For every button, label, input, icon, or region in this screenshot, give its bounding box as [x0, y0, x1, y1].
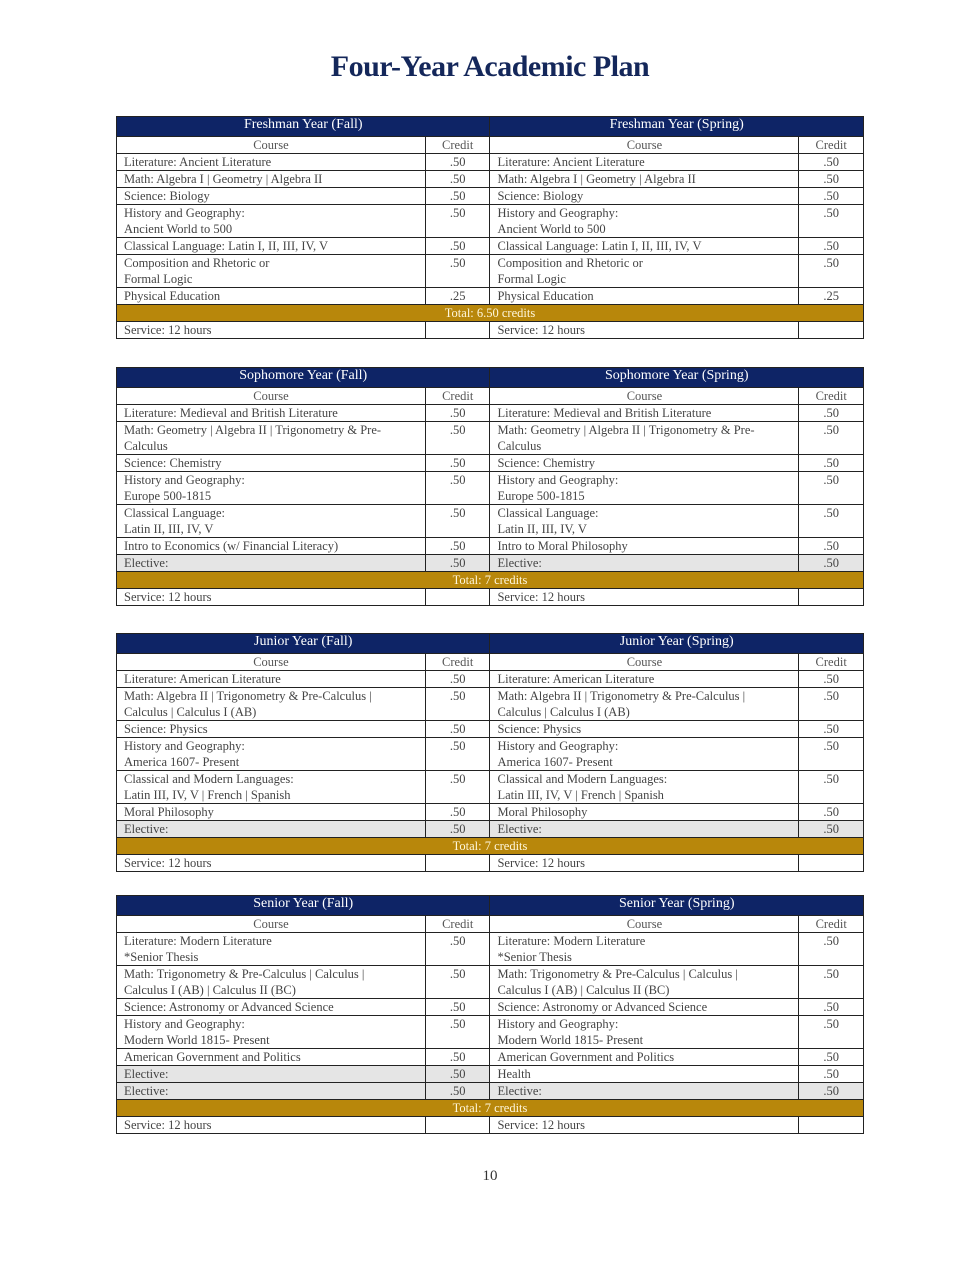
- fall-credit: .50: [425, 721, 490, 738]
- spring-credit: .50: [799, 688, 864, 721]
- fall-credit: .50: [425, 154, 490, 171]
- course-line: Latin III, IV, V | French | Spanish: [124, 788, 291, 802]
- fall-credit: .50: [425, 255, 490, 288]
- spring-credit: .50: [799, 538, 864, 555]
- course-line: Science: Chemistry: [124, 456, 222, 470]
- spring-credit: .50: [799, 555, 864, 572]
- spring-course: [490, 1066, 799, 1083]
- course-row: [117, 505, 864, 538]
- fall-course: [117, 288, 426, 305]
- spring-credit: .50: [799, 472, 864, 505]
- spring-course: [490, 205, 799, 238]
- spring-semester-title: Sophomore Year (Spring): [490, 368, 864, 388]
- course-line: Health: [497, 1067, 531, 1081]
- course-line: Literature: Medieval and British Literature: [497, 406, 712, 420]
- course-line: Modern World 1815- Present: [497, 1033, 644, 1047]
- course-line: Math: Trigonometry & Pre-Calculus | Calculus |: [497, 967, 738, 981]
- course-line: Calculus I (AB) | Calculus II (BC): [124, 983, 296, 997]
- fall-credit: .50: [425, 933, 490, 966]
- total-credits: Total: 7 credits: [117, 838, 864, 855]
- total-row: [117, 1100, 864, 1117]
- fall-service: Service: 12 hours: [117, 322, 426, 339]
- course-row: [117, 933, 864, 966]
- fall-course: [117, 472, 426, 505]
- fall-course: [117, 966, 426, 999]
- fall-credit: .50: [425, 1049, 490, 1066]
- fall-course: [117, 154, 426, 171]
- course-line: *Senior Thesis: [124, 950, 199, 964]
- course-line: Moral Philosophy: [124, 805, 214, 819]
- fall-course: [117, 1066, 426, 1083]
- year-table: [116, 633, 864, 872]
- course-column-header: Course: [490, 654, 799, 671]
- fall-credit: .50: [425, 1016, 490, 1049]
- fall-credit: .50: [425, 405, 490, 422]
- course-line: Math: Trigonometry & Pre-Calculus | Calculus |: [124, 967, 365, 981]
- service-row: [117, 855, 864, 872]
- course-line: Science: Astronomy or Advanced Science: [124, 1000, 334, 1014]
- spring-credit: .50: [799, 933, 864, 966]
- spring-service-credit: [799, 855, 864, 872]
- course-line: Intro to Economics (w/ Financial Literacy): [124, 539, 339, 553]
- course-row: [117, 472, 864, 505]
- course-row: [117, 205, 864, 238]
- spring-credit: .50: [799, 804, 864, 821]
- fall-course: [117, 1049, 426, 1066]
- fall-credit: .50: [425, 1066, 490, 1083]
- fall-course: [117, 238, 426, 255]
- course-line: Literature: Ancient Literature: [497, 155, 645, 169]
- course-column-header: Course: [117, 654, 426, 671]
- spring-course: [490, 538, 799, 555]
- course-column-header: Course: [117, 388, 426, 405]
- course-line: Europe 500-1815: [124, 489, 212, 503]
- page-number: 10: [482, 1168, 498, 1184]
- fall-credit: .50: [425, 688, 490, 721]
- fall-credit: .50: [425, 455, 490, 472]
- spring-credit: .50: [799, 154, 864, 171]
- fall-credit: .50: [425, 804, 490, 821]
- fall-service-credit: [425, 322, 490, 339]
- spring-course: [490, 1016, 799, 1049]
- service-row: [117, 589, 864, 606]
- fall-credit: .50: [425, 422, 490, 455]
- total-row: [117, 572, 864, 589]
- fall-semester-title: Junior Year (Fall): [117, 634, 490, 654]
- spring-course: [490, 804, 799, 821]
- spring-service-credit: [799, 1117, 864, 1134]
- fall-service-credit: [425, 855, 490, 872]
- fall-course: [117, 555, 426, 572]
- fall-course: [117, 804, 426, 821]
- course-line: Literature: American Literature: [124, 672, 281, 686]
- course-line: Ancient World to 500: [497, 222, 606, 236]
- spring-course: [490, 238, 799, 255]
- spring-credit: .50: [799, 255, 864, 288]
- course-line: Math: Algebra II | Trigonometry & Pre-Calculus |: [497, 689, 746, 703]
- course-line: Physical Education: [497, 289, 594, 303]
- course-line: Elective:: [497, 822, 542, 836]
- course-line: Calculus: [124, 439, 168, 453]
- service-row: [117, 1117, 864, 1134]
- course-line: Classical and Modern Languages:: [497, 772, 668, 786]
- course-line: Science: Chemistry: [497, 456, 596, 470]
- course-row: [117, 171, 864, 188]
- fall-course: [117, 188, 426, 205]
- course-row: [117, 1049, 864, 1066]
- total-credits: Total: 7 credits: [117, 572, 864, 589]
- course-line: Elective:: [497, 1084, 542, 1098]
- course-line: Science: Physics: [497, 722, 582, 736]
- spring-service-credit: [799, 322, 864, 339]
- course-column-header: Course: [490, 916, 799, 933]
- spring-course: [490, 472, 799, 505]
- fall-semester-title: Sophomore Year (Fall): [117, 368, 490, 388]
- course-line: Physical Education: [124, 289, 221, 303]
- course-line: Europe 500-1815: [497, 489, 585, 503]
- spring-credit: .50: [799, 721, 864, 738]
- fall-course: [117, 821, 426, 838]
- fall-service: Service: 12 hours: [117, 855, 426, 872]
- fall-credit: .50: [425, 505, 490, 538]
- course-line: Science: Physics: [124, 722, 208, 736]
- course-row: [117, 154, 864, 171]
- course-row: [117, 966, 864, 999]
- spring-credit: .50: [799, 405, 864, 422]
- course-line: History and Geography:: [497, 739, 619, 753]
- fall-service: Service: 12 hours: [117, 589, 426, 606]
- fall-credit: .50: [425, 555, 490, 572]
- fall-course: [117, 205, 426, 238]
- course-line: Math: Algebra I | Geometry | Algebra II: [124, 172, 323, 186]
- course-line: Literature: Modern Literature: [497, 934, 646, 948]
- fall-course: [117, 738, 426, 771]
- course-row: [117, 288, 864, 305]
- spring-course: [490, 771, 799, 804]
- fall-course: [117, 1083, 426, 1100]
- course-line: Literature: Ancient Literature: [124, 155, 272, 169]
- spring-course: [490, 999, 799, 1016]
- credit-column-header: Credit: [425, 916, 490, 933]
- credit-column-header: Credit: [799, 137, 864, 154]
- spring-credit: .50: [799, 771, 864, 804]
- fall-course: [117, 933, 426, 966]
- course-line: Science: Astronomy or Advanced Science: [497, 1000, 708, 1014]
- course-row: [117, 721, 864, 738]
- fall-credit: .50: [425, 1083, 490, 1100]
- course-line: Elective:: [497, 556, 542, 570]
- course-line: Intro to Moral Philosophy: [497, 539, 628, 553]
- course-line: American Government and Politics: [124, 1050, 301, 1064]
- spring-credit: .50: [799, 966, 864, 999]
- spring-course: [490, 688, 799, 721]
- course-line: Classical and Modern Languages:: [124, 772, 294, 786]
- fall-course: [117, 505, 426, 538]
- course-line: History and Geography:: [124, 1017, 245, 1031]
- spring-credit: .50: [799, 1016, 864, 1049]
- course-line: Calculus: [497, 439, 542, 453]
- course-line: Math: Algebra II | Trigonometry & Pre-Calculus |: [124, 689, 372, 703]
- spring-credit: .50: [799, 505, 864, 538]
- fall-credit: .50: [425, 538, 490, 555]
- fall-credit: .25: [425, 288, 490, 305]
- course-row: [117, 821, 864, 838]
- total-row: [117, 838, 864, 855]
- spring-credit: .50: [799, 205, 864, 238]
- credit-column-header: Credit: [425, 654, 490, 671]
- fall-credit: .50: [425, 738, 490, 771]
- spring-course: [490, 671, 799, 688]
- fall-course: [117, 405, 426, 422]
- course-row: [117, 538, 864, 555]
- course-row: [117, 455, 864, 472]
- fall-service-credit: [425, 589, 490, 606]
- spring-credit: .50: [799, 422, 864, 455]
- spring-credit: .50: [799, 1049, 864, 1066]
- course-line: Composition and Rhetoric or: [124, 256, 270, 270]
- course-row: [117, 999, 864, 1016]
- course-line: History and Geography:: [497, 1017, 619, 1031]
- year-table: [116, 367, 864, 606]
- course-line: Ancient World to 500: [124, 222, 233, 236]
- spring-credit: .25: [799, 288, 864, 305]
- course-line: Math: Geometry | Algebra II | Trigonometry & Pre-: [497, 423, 755, 437]
- page-title: Four-Year Academic Plan: [330, 50, 650, 83]
- course-line: America 1607- Present: [497, 755, 613, 769]
- fall-course: [117, 422, 426, 455]
- spring-course: [490, 555, 799, 572]
- course-line: Literature: American Literature: [497, 672, 655, 686]
- spring-credit: .50: [799, 455, 864, 472]
- total-credits: Total: 7 credits: [117, 1100, 864, 1117]
- fall-credit: .50: [425, 205, 490, 238]
- column-header-row: [117, 654, 864, 671]
- course-row: [117, 555, 864, 572]
- spring-credit: .50: [799, 1066, 864, 1083]
- spring-course: [490, 455, 799, 472]
- course-row: [117, 1066, 864, 1083]
- course-line: Latin II, III, IV, V: [124, 522, 214, 536]
- fall-course: [117, 1016, 426, 1049]
- spring-credit: .50: [799, 738, 864, 771]
- course-line: Composition and Rhetoric or: [497, 256, 643, 270]
- credit-column-header: Credit: [799, 388, 864, 405]
- course-line: Modern World 1815- Present: [124, 1033, 270, 1047]
- credit-column-header: Credit: [799, 916, 864, 933]
- course-line: Classical Language: Latin I, II, III, IV, V: [497, 239, 702, 253]
- fall-course: [117, 171, 426, 188]
- spring-credit: .50: [799, 821, 864, 838]
- spring-course: [490, 188, 799, 205]
- credit-column-header: Credit: [425, 137, 490, 154]
- course-row: [117, 238, 864, 255]
- fall-course: [117, 671, 426, 688]
- spring-course: [490, 1049, 799, 1066]
- year-header-row: [117, 634, 864, 654]
- spring-course: [490, 405, 799, 422]
- course-line: Math: Geometry | Algebra II | Trigonometry & Pre-: [124, 423, 382, 437]
- course-row: [117, 255, 864, 288]
- fall-semester-title: Freshman Year (Fall): [117, 117, 490, 137]
- course-line: Calculus I (AB) | Calculus II (BC): [497, 983, 670, 997]
- course-line: *Senior Thesis: [497, 950, 572, 964]
- spring-course: [490, 821, 799, 838]
- year-table: [116, 116, 864, 339]
- course-line: History and Geography:: [124, 206, 245, 220]
- total-row: [117, 305, 864, 322]
- service-row: [117, 322, 864, 339]
- spring-course: [490, 154, 799, 171]
- fall-credit: .50: [425, 671, 490, 688]
- year-header-row: [117, 368, 864, 388]
- fall-credit: .50: [425, 472, 490, 505]
- column-header-row: [117, 388, 864, 405]
- course-line: History and Geography:: [124, 473, 245, 487]
- course-line: Science: Biology: [124, 189, 210, 203]
- course-line: Formal Logic: [124, 272, 193, 286]
- column-header-row: [117, 137, 864, 154]
- total-credits: Total: 6.50 credits: [117, 305, 864, 322]
- spring-credit: .50: [799, 188, 864, 205]
- spring-service: Service: 12 hours: [490, 589, 799, 606]
- spring-service-credit: [799, 589, 864, 606]
- course-row: [117, 1016, 864, 1049]
- course-row: [117, 1083, 864, 1100]
- course-line: Formal Logic: [497, 272, 566, 286]
- spring-service: Service: 12 hours: [490, 322, 799, 339]
- course-row: [117, 671, 864, 688]
- spring-course: [490, 966, 799, 999]
- spring-credit: .50: [799, 171, 864, 188]
- credit-column-header: Credit: [799, 654, 864, 671]
- spring-course: [490, 933, 799, 966]
- spring-course: [490, 255, 799, 288]
- fall-course: [117, 721, 426, 738]
- course-column-header: Course: [490, 388, 799, 405]
- course-row: [117, 688, 864, 721]
- fall-credit: .50: [425, 821, 490, 838]
- fall-course: [117, 455, 426, 472]
- fall-course: [117, 688, 426, 721]
- spring-service: Service: 12 hours: [490, 1117, 799, 1134]
- fall-credit: .50: [425, 171, 490, 188]
- course-line: Latin II, III, IV, V: [497, 522, 587, 536]
- column-header-row: [117, 916, 864, 933]
- course-line: America 1607- Present: [124, 755, 240, 769]
- course-line: Moral Philosophy: [497, 805, 588, 819]
- course-line: Elective:: [124, 1067, 169, 1081]
- course-line: Elective:: [124, 822, 169, 836]
- course-line: Calculus | Calculus I (AB): [497, 705, 630, 719]
- course-line: History and Geography:: [497, 473, 619, 487]
- spring-semester-title: Freshman Year (Spring): [490, 117, 864, 137]
- course-row: [117, 405, 864, 422]
- spring-course: [490, 738, 799, 771]
- course-row: [117, 188, 864, 205]
- spring-course: [490, 1083, 799, 1100]
- fall-service-credit: [425, 1117, 490, 1134]
- fall-course: [117, 255, 426, 288]
- spring-course: [490, 288, 799, 305]
- course-column-header: Course: [117, 137, 426, 154]
- spring-course: [490, 721, 799, 738]
- course-line: Literature: Modern Literature: [124, 934, 272, 948]
- spring-credit: .50: [799, 238, 864, 255]
- spring-credit: .50: [799, 671, 864, 688]
- fall-course: [117, 538, 426, 555]
- fall-credit: .50: [425, 771, 490, 804]
- course-column-header: Course: [490, 137, 799, 154]
- course-line: Science: Biology: [497, 189, 584, 203]
- year-header-row: [117, 117, 864, 137]
- fall-credit: .50: [425, 238, 490, 255]
- course-line: Classical Language:: [124, 506, 226, 520]
- fall-course: [117, 999, 426, 1016]
- course-line: Math: Algebra I | Geometry | Algebra II: [497, 172, 696, 186]
- spring-semester-title: Senior Year (Spring): [490, 896, 864, 916]
- fall-credit: .50: [425, 188, 490, 205]
- spring-course: [490, 505, 799, 538]
- spring-credit: .50: [799, 1083, 864, 1100]
- course-line: Calculus | Calculus I (AB): [124, 705, 257, 719]
- course-line: Latin III, IV, V | French | Spanish: [497, 788, 664, 802]
- course-row: [117, 738, 864, 771]
- course-line: Classical Language: Latin I, II, III, IV, V: [124, 239, 328, 253]
- course-column-header: Course: [117, 916, 426, 933]
- fall-service: Service: 12 hours: [117, 1117, 426, 1134]
- spring-credit: .50: [799, 999, 864, 1016]
- year-table: [116, 895, 864, 1134]
- course-row: [117, 804, 864, 821]
- course-line: Literature: Medieval and British Literature: [124, 406, 338, 420]
- course-line: History and Geography:: [497, 206, 619, 220]
- course-line: American Government and Politics: [497, 1050, 675, 1064]
- spring-course: [490, 171, 799, 188]
- fall-credit: .50: [425, 999, 490, 1016]
- course-line: Elective:: [124, 556, 169, 570]
- credit-column-header: Credit: [425, 388, 490, 405]
- spring-service: Service: 12 hours: [490, 855, 799, 872]
- spring-semester-title: Junior Year (Spring): [490, 634, 864, 654]
- fall-semester-title: Senior Year (Fall): [117, 896, 490, 916]
- course-line: History and Geography:: [124, 739, 245, 753]
- fall-course: [117, 771, 426, 804]
- course-line: Elective:: [124, 1084, 169, 1098]
- fall-credit: .50: [425, 966, 490, 999]
- course-row: [117, 422, 864, 455]
- course-line: Classical Language:: [497, 506, 599, 520]
- course-row: [117, 771, 864, 804]
- year-header-row: [117, 896, 864, 916]
- spring-course: [490, 422, 799, 455]
